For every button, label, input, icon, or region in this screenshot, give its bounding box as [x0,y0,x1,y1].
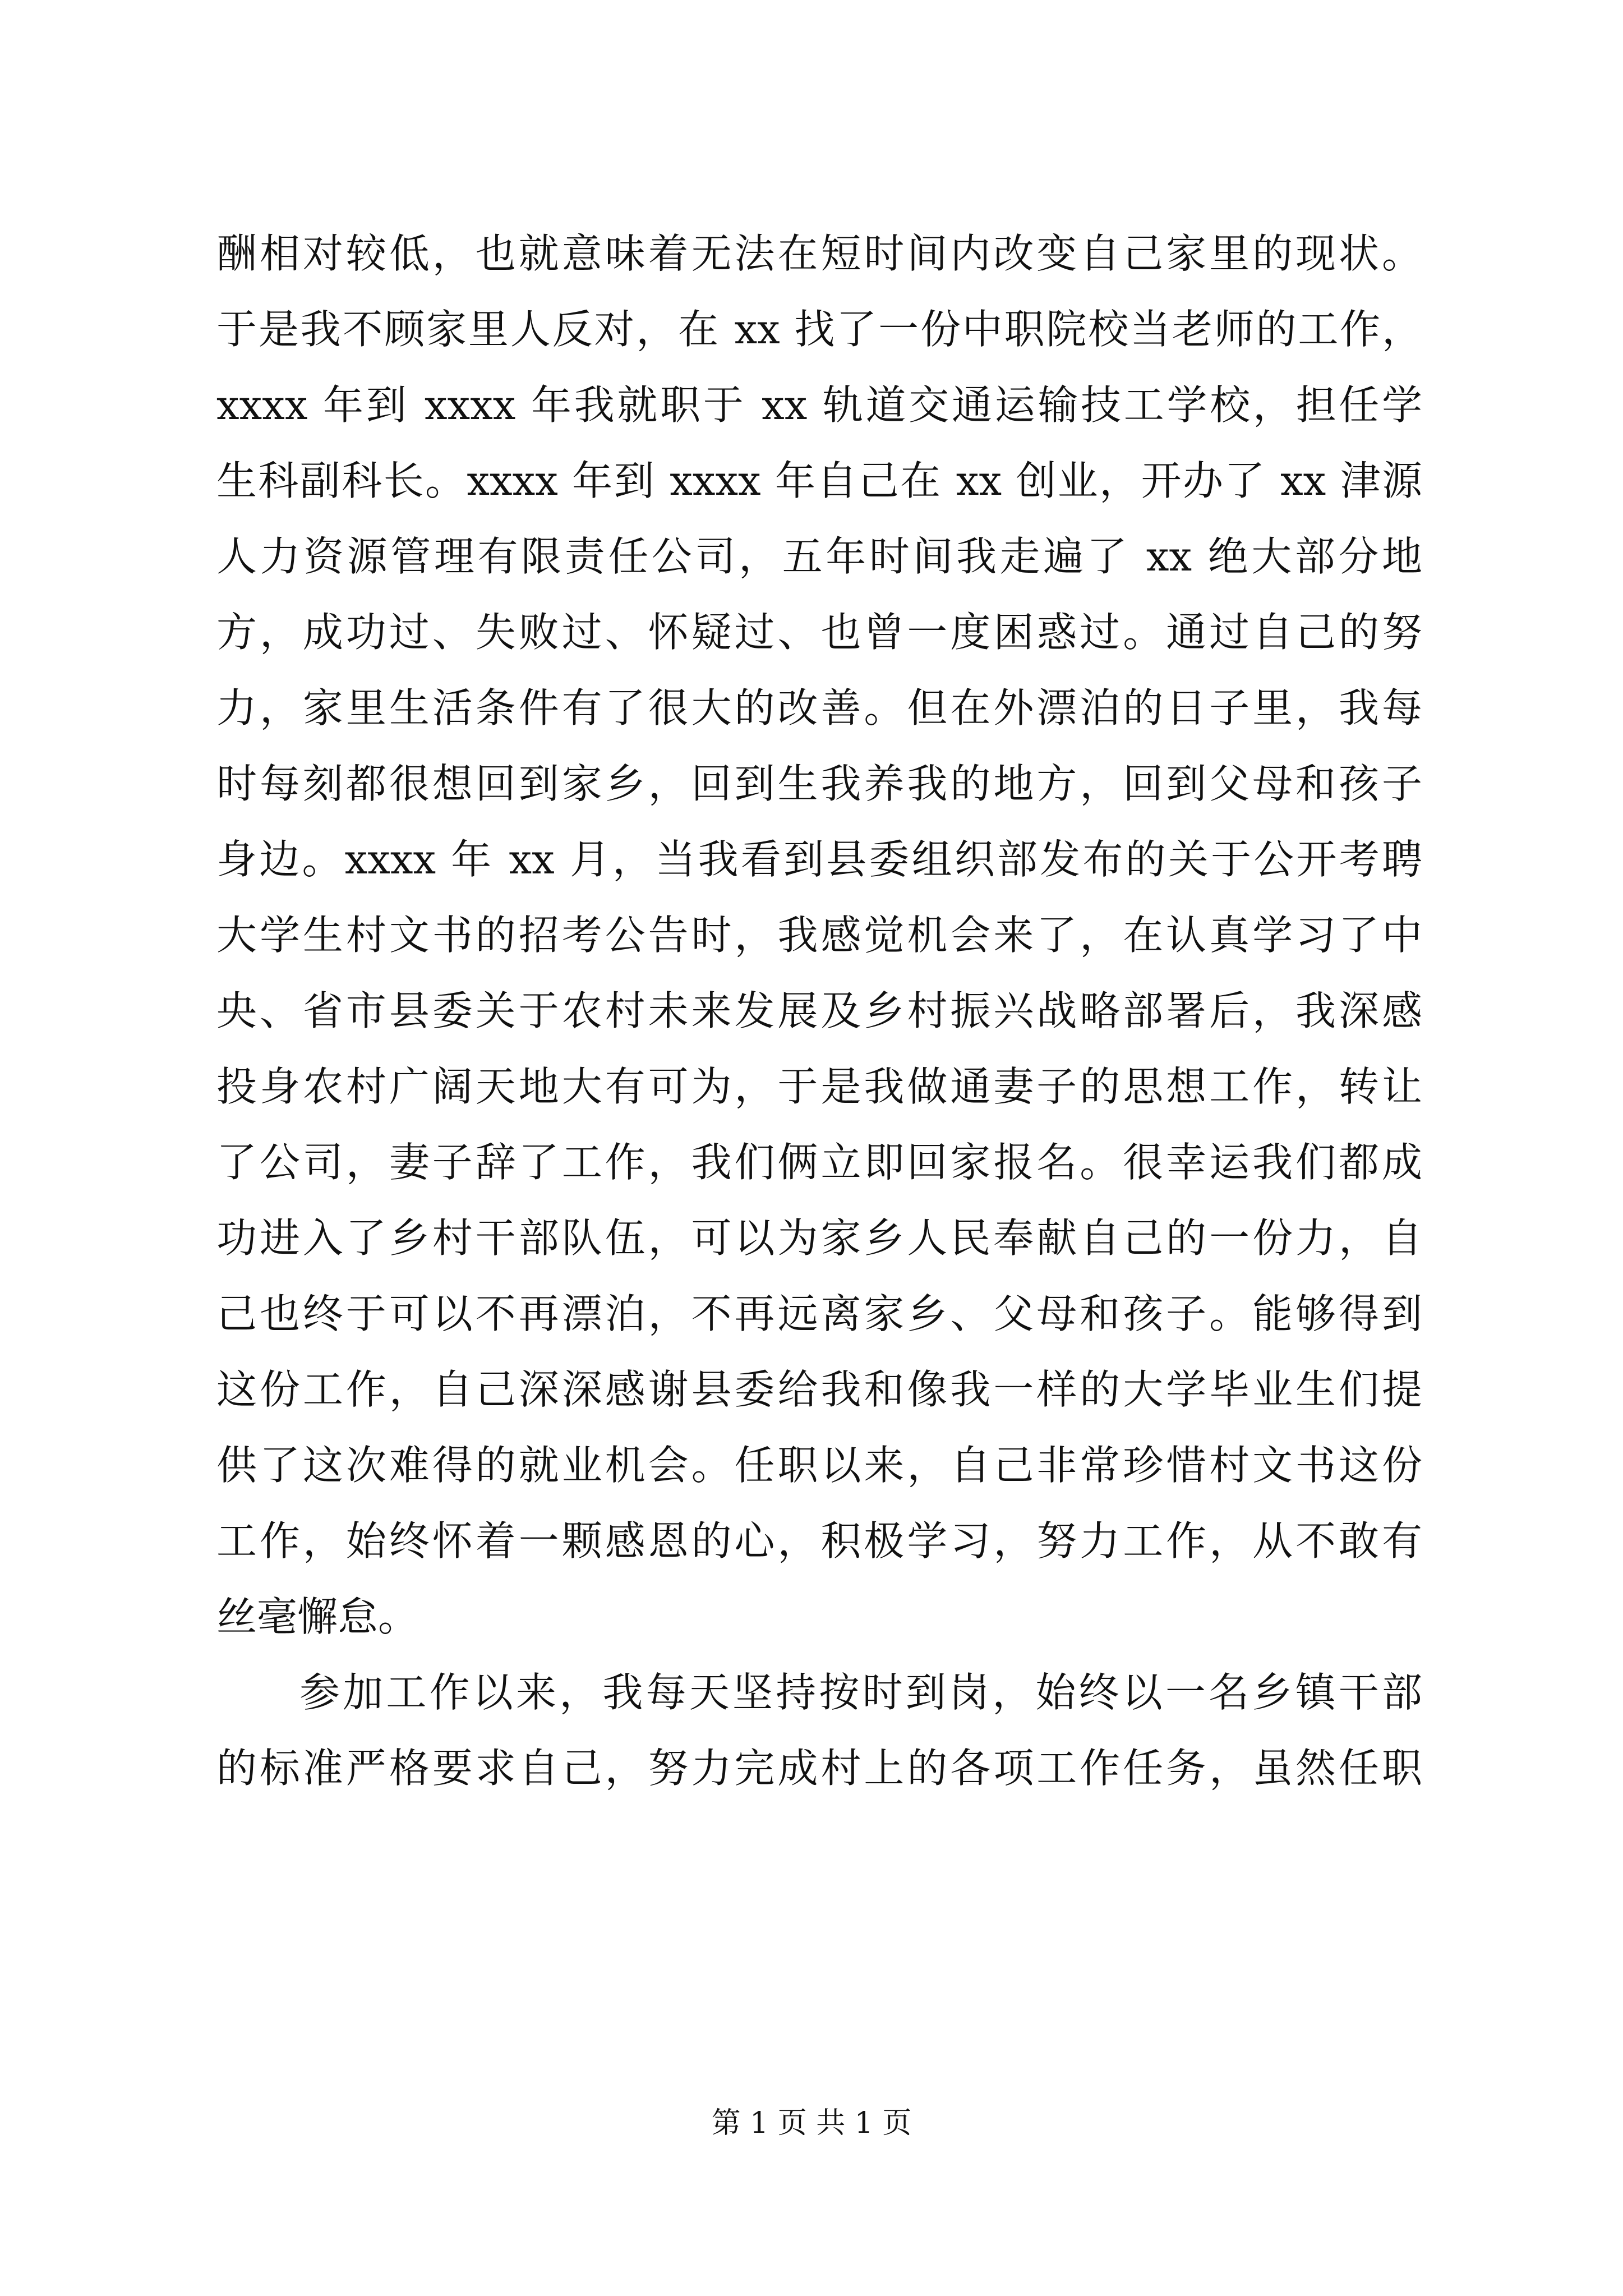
text-line: 酬相对较低，也就意味着无法在短时间内改变自己家里的现状。 [216,230,1422,277]
text-line: 央、省市县委关于农村未来发展及乡村振兴战略部署后，我深感 [216,987,1422,1034]
text-line: 力，家里生活条件有了很大的改善。但在外漂泊的日子里，我每 [216,684,1422,731]
body-text [216,216,1422,1806]
text-line: 了公司，妻子辞了工作，我们俩立即回家报名。很幸运我们都成 [216,1139,1422,1186]
page-footer: 第 1 页 共 1 页 [711,2106,912,2140]
text-line: 参加工作以来，我每天坚持按时到岗，始终以一名乡镇干部 [299,1669,1422,1716]
text-line: 方，成功过、失败过、怀疑过、也曾一度困惑过。通过自己的努 [216,609,1422,656]
text-line: 工作，始终怀着一颗感恩的心，积极学习，努力工作，从不敢有 [216,1517,1422,1565]
text-line: 功进入了乡村干部队伍，可以为家乡人民奉献自己的一份力，自 [216,1214,1422,1262]
text-line: 身边。xxxx 年 xx 月，当我看到县委组织部发布的关于公开考聘 [216,836,1422,883]
text-line: 投身农村广阔天地大有可为，于是我做通妻子的思想工作，转让 [216,1063,1422,1110]
text-line: xxxx 年到 xxxx 年我就职于 xx 轨道交通运输技工学校，担任学 [216,381,1422,429]
text-line: 时每刻都很想回到家乡，回到生我养我的地方，回到父母和孩子 [216,760,1422,807]
text-line: 于是我不顾家里人反对，在 xx 找了一份中职院校当老师的工作， [216,306,1422,353]
text-line: 供了这次难得的就业机会。任职以来，自己非常珍惜村文书这份 [216,1442,1422,1489]
text-line: 大学生村文书的招考公告时，我感觉机会来了，在认真学习了中 [216,912,1422,959]
text-line: 的标准严格要求自己，努力完成村上的各项工作任务，虽然任职 [216,1745,1422,1792]
text-line: 生科副科长。xxxx 年到 xxxx 年自己在 xx 创业，开办了 xx 津源 [216,457,1422,504]
text-line: 丝毫懈怠。 [216,1593,419,1640]
text-line: 己也终于可以不再漂泊，不再远离家乡、父母和孩子。能够得到 [216,1290,1422,1337]
text-line: 人力资源管理有限责任公司，五年时间我走遍了 xx 绝大部分地 [216,533,1422,580]
text-line: 这份工作，自己深深感谢县委给我和像我一样的大学毕业生们提 [216,1366,1422,1413]
